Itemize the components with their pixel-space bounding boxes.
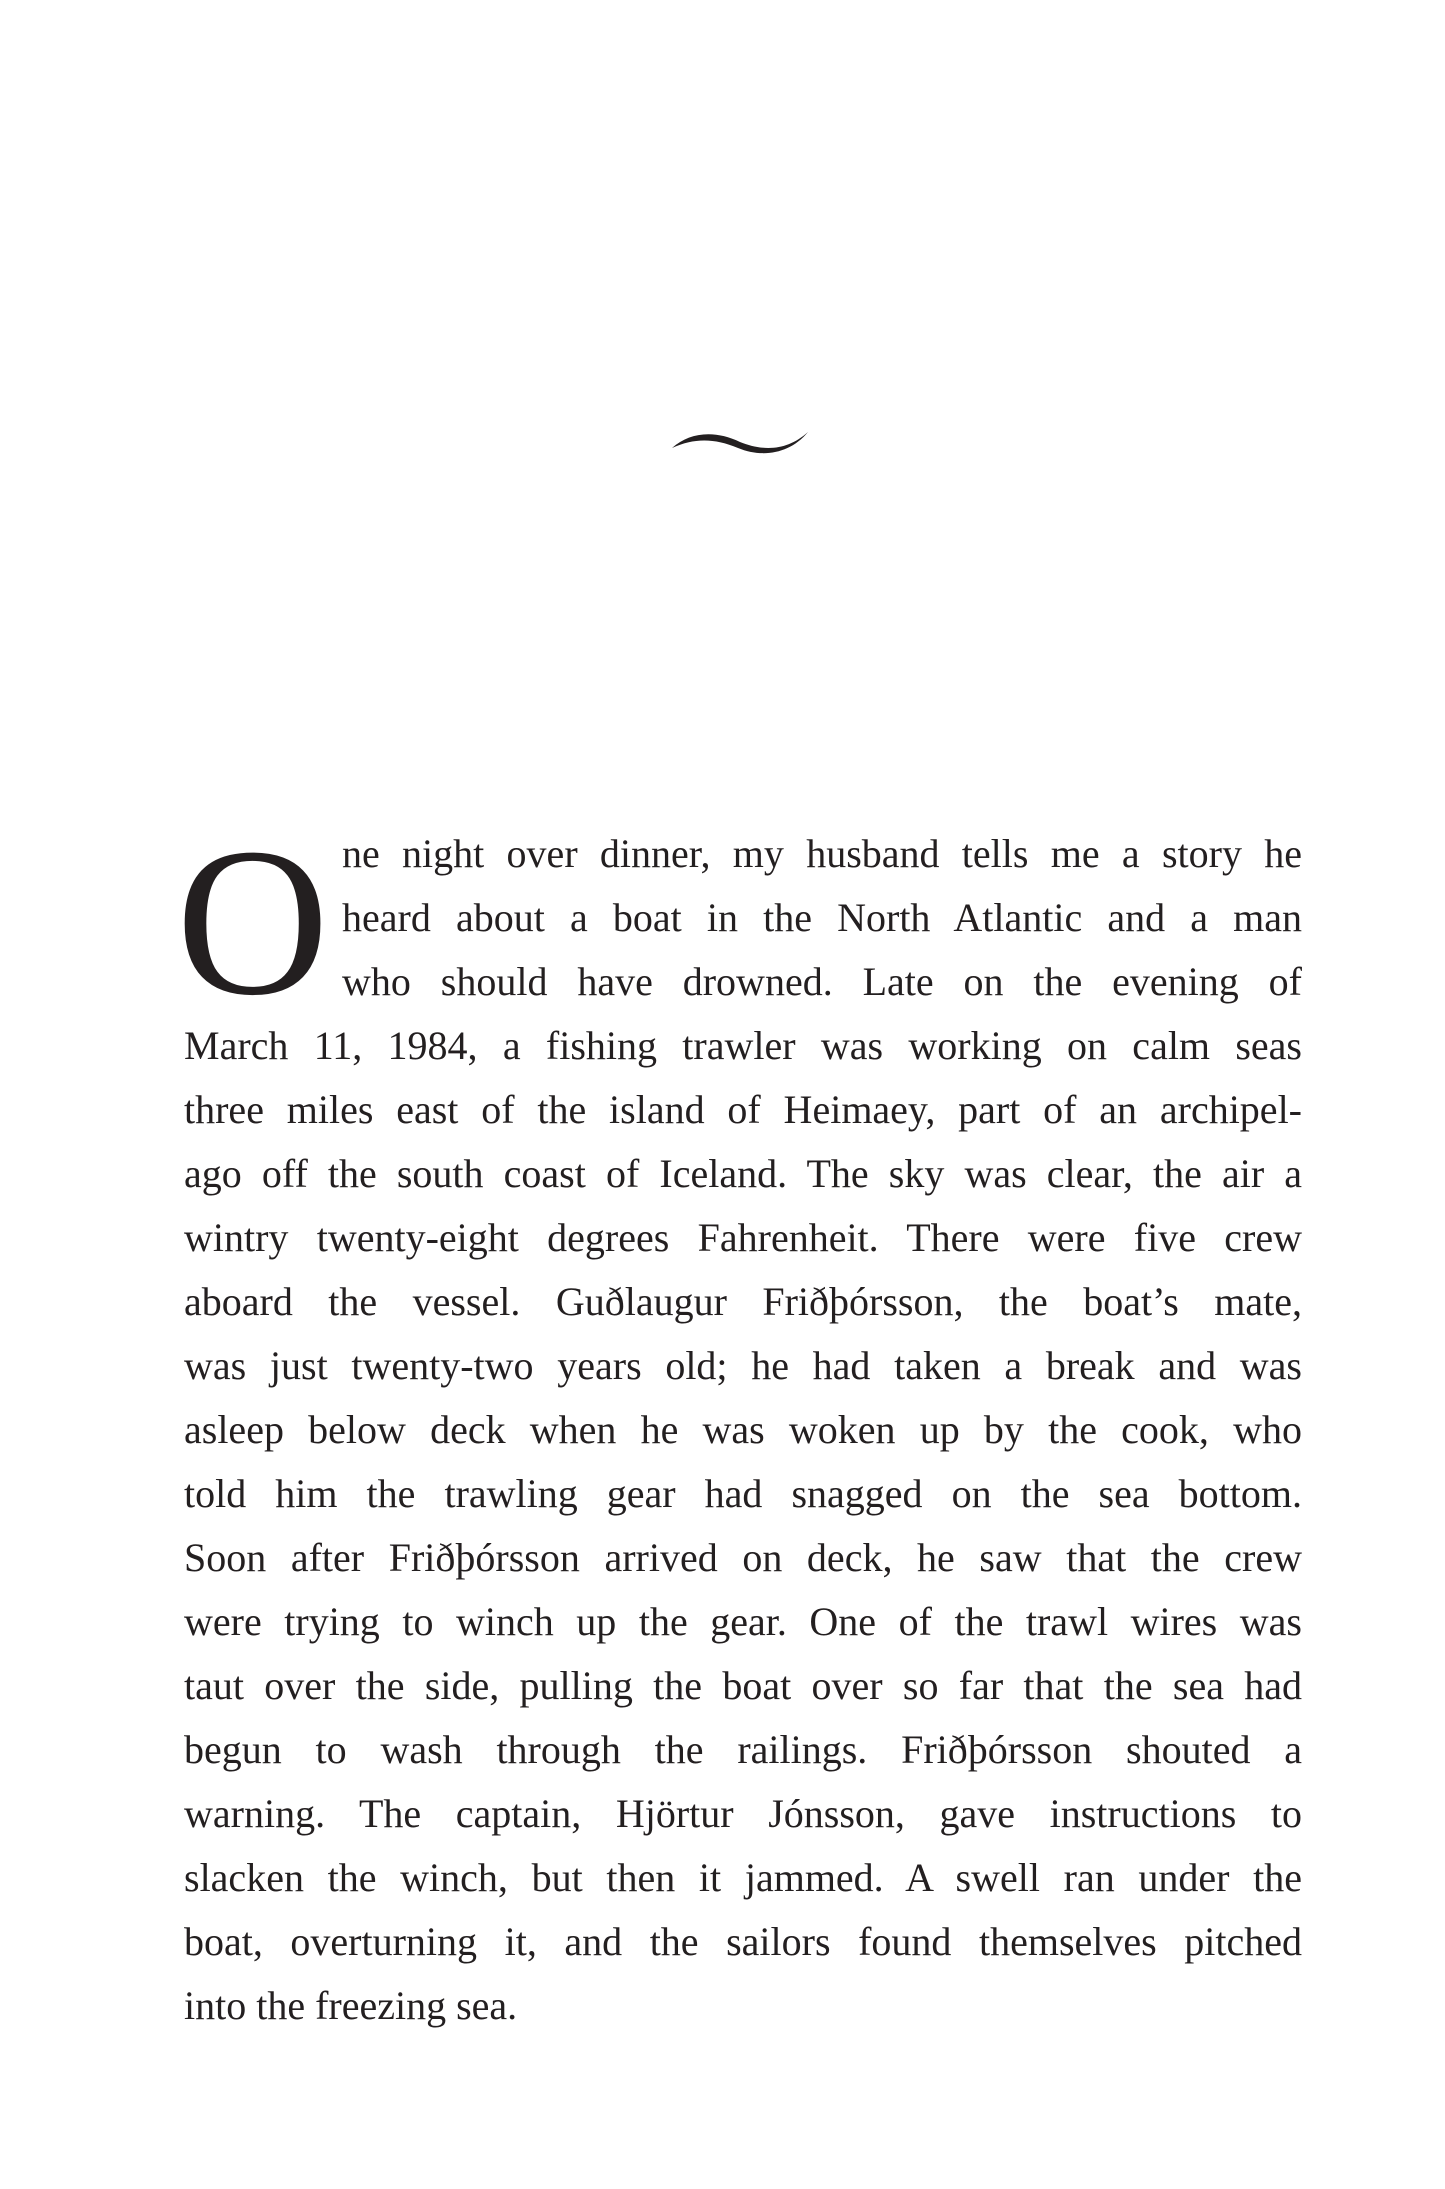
text-line: asleep below deck when he was woken up by the cook, who xyxy=(184,1407,1302,1452)
text-line: into the freezing sea. xyxy=(184,1983,518,2028)
text-line: slacken the winch, but then it jammed. A swell ran under the xyxy=(184,1855,1302,1900)
text-line: begun to wash through the railings. Friðþórsson shouted a xyxy=(184,1727,1302,1772)
text-line: warning. The captain, Hjörtur Jónsson, gave instructions to xyxy=(184,1791,1302,1836)
article-body xyxy=(176,804,1302,2038)
text-line: were trying to winch up the gear. One of the trawl wires was xyxy=(184,1599,1302,1644)
text-line: was just twenty-two years old; he had taken a break and was xyxy=(184,1343,1302,1388)
text-line: taut over the side, pulling the boat over so far that the sea had xyxy=(184,1663,1302,1708)
text-line: who should have drowned. Late on the evening of xyxy=(342,959,1302,1004)
text-line: ne night over dinner, my husband tells me a story he xyxy=(342,831,1302,876)
text-line: ago off the south coast of Iceland. The sky was clear, the air a xyxy=(184,1151,1302,1196)
drop-cap: O xyxy=(176,804,330,1039)
text-line: Soon after Friðþórsson arrived on deck, he saw that the crew xyxy=(184,1535,1302,1580)
text-line: March 11, 1984, a fishing trawler was working on calm seas xyxy=(184,1023,1302,1068)
text-line: told him the trawling gear had snagged on the sea bottom. xyxy=(184,1471,1302,1516)
text-line: boat, overturning it, and the sailors found themselves pitched xyxy=(184,1919,1302,1964)
text-line: wintry twenty-eight degrees Fahrenheit. There were five crew xyxy=(184,1215,1302,1260)
text-line: aboard the vessel. Guðlaugur Friðþórsson, the boat’s mate, xyxy=(184,1279,1302,1324)
tilde-ornament-icon xyxy=(670,420,810,460)
text-line: heard about a boat in the North Atlantic and a man xyxy=(342,895,1302,940)
text-line: three miles east of the island of Heimaey, part of an archipel- xyxy=(184,1087,1302,1132)
